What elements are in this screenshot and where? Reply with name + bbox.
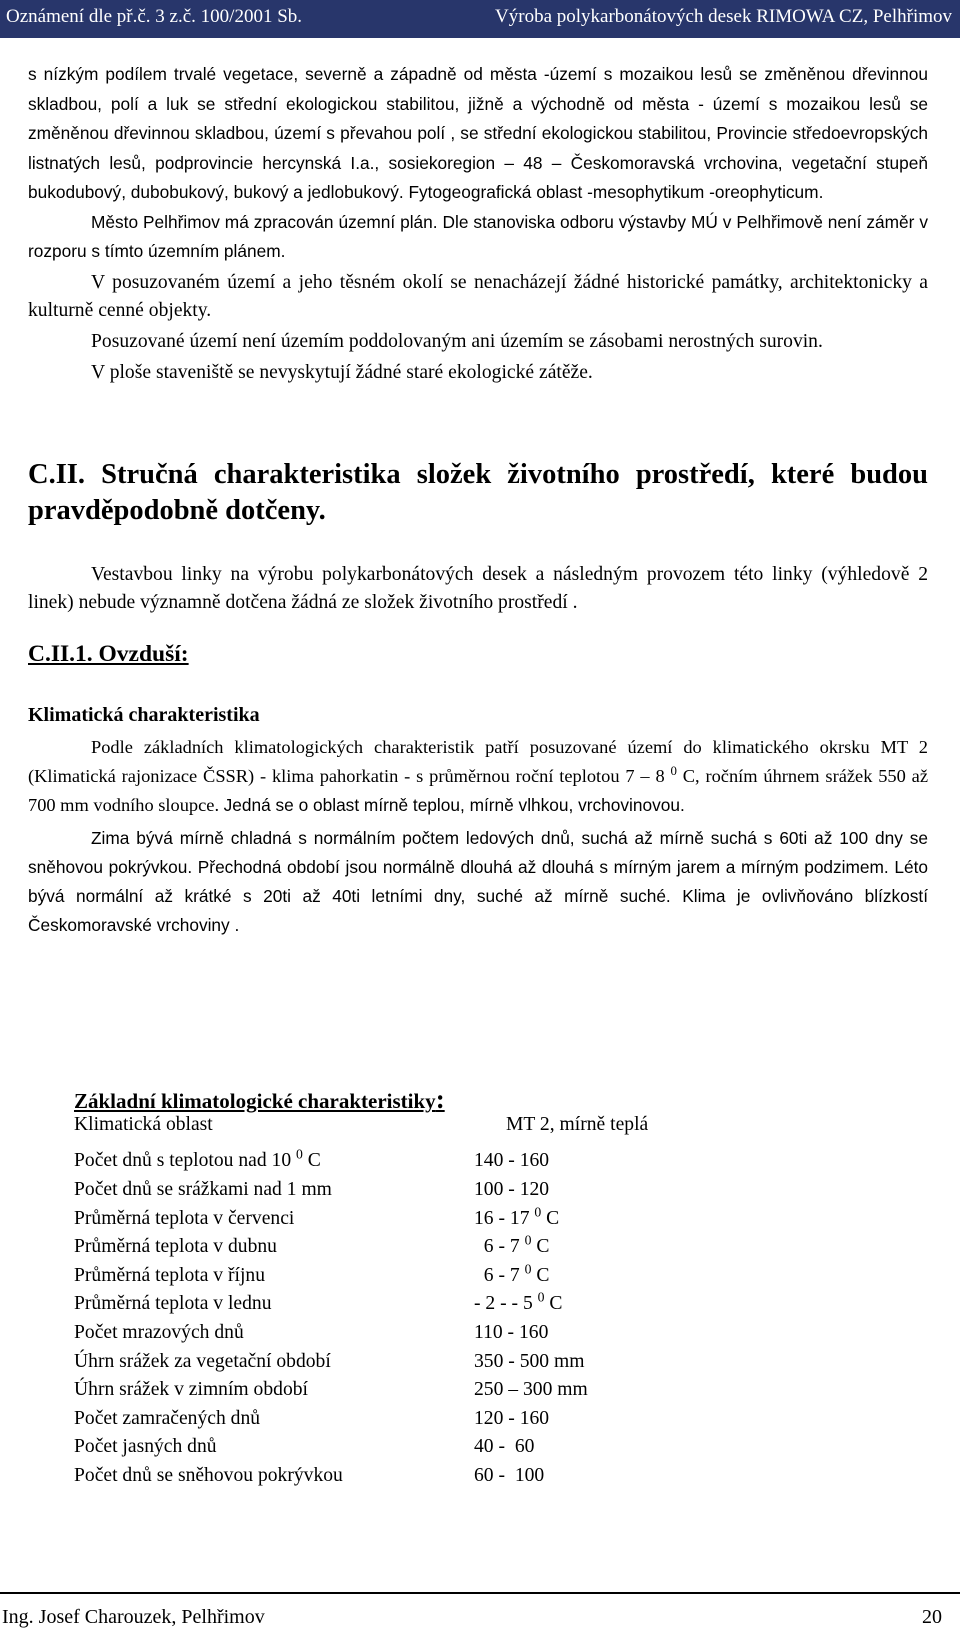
climate-row-label (74, 1322, 244, 1344)
climate-table-row (74, 1204, 714, 1237)
degree-superscript: 0 (537, 1289, 545, 1305)
climate-paragraph-1 (28, 733, 928, 820)
climate-row-value (474, 1436, 534, 1458)
climate-row-label-text: Průměrná teplota v dubnu (74, 1236, 277, 1258)
climate-row-value (506, 1114, 648, 1136)
degree-superscript: 0 (524, 1232, 532, 1248)
climate-row-value-text: 16 - 17 (474, 1207, 535, 1229)
climate-row-value (474, 1351, 584, 1373)
page-footer (0, 1592, 960, 1634)
climate-row-value-unit: C (531, 1264, 550, 1286)
climate-row-label-text: Klimatická oblast (74, 1114, 213, 1135)
climate-row-label (74, 1114, 213, 1136)
climate-paragraph-2-text-a: Zima bývá mírně chladná s normálním počtem ledových dnů, suchá až mírně suchá s 60ti až 100 dny se sněhovou pokrývkou. (28, 827, 928, 877)
climate-row-label-text: Průměrná teplota v říjnu (74, 1264, 265, 1286)
section-heading: C.II. Stručná charakteristika složek životního prostředí, které budou pravděpodobně dotčeny. (28, 458, 928, 526)
climate-row-label-text: Úhrn srážek v zimním období (74, 1379, 308, 1401)
climate-table-row (74, 1408, 714, 1437)
climate-row-value (474, 1322, 548, 1344)
climate-row-label (74, 1408, 260, 1430)
climate-row-value (474, 1408, 549, 1430)
climate-row-label (74, 1293, 272, 1315)
climate-row-label-text: Počet dnů se srážkami nad 1 mm (74, 1179, 332, 1200)
climate-table-title (74, 1084, 714, 1114)
climate-row-value-text: 250 – 300 mm (474, 1379, 588, 1401)
climate-row-value-text: 110 - 160 (474, 1321, 549, 1343)
climate-row-value (474, 1150, 549, 1172)
climate-table-row (74, 1322, 714, 1351)
climate-table-row (74, 1289, 714, 1322)
climate-table-title-colon: : (435, 1084, 445, 1114)
climate-table-title-text: Základní klimatologické charakteristiky (74, 1089, 436, 1113)
climate-row-label (74, 1236, 277, 1258)
climate-row-label (74, 1208, 294, 1230)
climate-row-value (474, 1465, 544, 1487)
climate-table-rows (74, 1114, 714, 1494)
climate-paragraph-1-text-b: C, ročním úhrnem srážek 550 až 700 mm vodního sloupce. (28, 765, 928, 815)
degree-superscript: 0 (524, 1261, 532, 1277)
climate-row-value-text: 6 - 7 (474, 1264, 525, 1286)
climate-row-label (74, 1436, 217, 1458)
climate-table-row (74, 1436, 714, 1465)
intro-paragraph-3: V posuzovaném území a jeho těsném okolí se nenacházejí žádné historické památky, architektonicky a kulturně cenné objekty. (28, 271, 928, 321)
page-header (0, 0, 960, 38)
climate-row-value-unit: C (541, 1207, 560, 1229)
climate-row-value (474, 1204, 560, 1230)
section-paragraph: Vestavbou linky na výrobu polykarbonátových desek a následným provozem této linky (výhledově 2 linek) nebude významně dotčena žádná ze složek životního prostředí . (28, 563, 928, 613)
header-project-title: Výroba polykarbonátových desek RIMOWA CZ, Pelhřimov (495, 6, 952, 27)
footer-author: Ing. Josef Charouzek, Pelhřimov (2, 1606, 265, 1628)
climate-table-row (74, 1179, 714, 1208)
climate-table-row (74, 1114, 714, 1150)
climate-row-label (74, 1179, 332, 1201)
climate-row-value-text: 6 - 7 (474, 1236, 525, 1258)
climate-row-label (74, 1146, 321, 1172)
climate-row-label-text: Průměrná teplota v lednu (74, 1293, 272, 1315)
climate-row-value-text: 350 - 500 mm (474, 1350, 585, 1372)
climate-row-label-text: Počet dnů se sněhovou pokrývkou (74, 1464, 343, 1486)
intro-paragraph-4: Posuzované území není územím poddolovaným ani územím se zásobami nerostných surovin. (91, 330, 823, 352)
climate-table-row (74, 1351, 714, 1380)
degree-superscript: 0 (296, 1146, 303, 1162)
intro-paragraph-2: Město Pelhřimov má zpracován územní plán. Dle stanoviska odboru výstavby MÚ v Pelhřimově není záměr v rozporu s tímto územním plánem. (28, 211, 928, 261)
climate-row-label-text: Počet zamračených dnů (74, 1407, 261, 1429)
degree-superscript: 0 (534, 1204, 542, 1220)
climate-row-value (474, 1379, 588, 1401)
climate-subheading: Klimatická charakteristika (28, 703, 260, 726)
climate-paragraph-1-text-c: Jedná se o oblast mírně teplou, mírně vlhkou, vrchovinovou. (223, 794, 685, 815)
climate-row-label (74, 1265, 265, 1287)
climate-row-label-unit: C (302, 1150, 321, 1171)
climate-table-row (74, 1232, 714, 1265)
climate-row-label-text: Průměrná teplota v červenci (74, 1207, 295, 1229)
climate-row-label (74, 1465, 343, 1487)
climate-row-value-unit: C (544, 1293, 563, 1315)
climate-row-value-text: - 2 - - 5 (474, 1293, 538, 1315)
climate-paragraph-1-text-a: Podle základních klimatologických charakteristik patří posuzované území do klimatického okrsku MT 2 (Klimatická rajonizace ČSSR) - klima pahorkatin - s průměrnou roční teplotou 7 – 8 (28, 736, 928, 786)
degree-superscript: 0 (670, 763, 677, 778)
climate-paragraph-2-text-b: Přechodná období jsou normálně dlouhá až dlouhá s mírným jarem a mírným podzimem. Léto bývá normální až krátké s 20ti až 40ti letními dny, suché až mírně suché. Klima je ovlivňováno blízkostí Českomoravské vrchoviny . (28, 856, 928, 935)
climate-characteristics-table (74, 1084, 714, 1494)
climate-row-label (74, 1351, 331, 1373)
climate-table-row (74, 1465, 714, 1494)
page-number: 20 (922, 1606, 942, 1628)
climate-row-value-text: 120 - 160 (474, 1407, 550, 1429)
climate-row-value-unit: C (531, 1236, 550, 1258)
climate-row-value-text: 60 - 100 (474, 1464, 545, 1486)
intro-paragraph-5: V ploše staveniště se nevyskytují žádné staré ekologické zátěže. (91, 361, 593, 383)
climate-row-value-text: 100 - 120 (474, 1179, 550, 1200)
climate-row-value (474, 1179, 549, 1201)
intro-paragraph-1: s nízkým podílem trvalé vegetace, severně a západně od města -území s mozaikou lesů se změněnou dřevinnou skladbou, polí a luk se střední ekologickou stabilitou, jižně a východně od města - území s mozaikou lesů se změněnou dřevinnou skladbou, území s převahou polí , se střední ekologickou stabilitou, Provincie středoevropských listnatých lesů, podprovincie hercynská I.a., sosiekoregion – 48 – Českomoravská vrchovina, vegetační stupeň bukodubový, dubobukový, bukový a jedlobukový. Fytogeografická oblast -mesophytikum -oreophyticum. (28, 64, 928, 202)
header-document-reference: Oznámení dle př.č. 3 z.č. 100/2001 Sb. (6, 6, 303, 27)
page-content (28, 60, 928, 940)
climate-table-row (74, 1379, 714, 1408)
climate-row-value-text: MT 2, mírně teplá (506, 1114, 649, 1135)
climate-row-value-text: 40 - 60 (474, 1436, 535, 1458)
climate-table-row (74, 1261, 714, 1294)
climate-row-value (474, 1261, 550, 1287)
climate-row-value (474, 1232, 550, 1258)
climate-row-label-text: Počet mrazových dnů (74, 1321, 244, 1343)
climate-paragraph-2 (28, 824, 928, 940)
climate-row-label-text: Úhrn srážek za vegetační období (74, 1350, 331, 1372)
climate-table-row (74, 1146, 714, 1179)
climate-row-label (74, 1379, 308, 1401)
climate-row-value-text: 140 - 160 (474, 1150, 550, 1171)
climate-row-value (474, 1289, 563, 1315)
climate-row-label-text: Počet dnů s teplotou nad 10 (74, 1150, 297, 1171)
climate-row-label-text: Počet jasných dnů (74, 1436, 217, 1458)
footer-divider (0, 1592, 960, 1594)
ovzdusi-heading: C.II.1. Ovzduší: (28, 640, 189, 667)
